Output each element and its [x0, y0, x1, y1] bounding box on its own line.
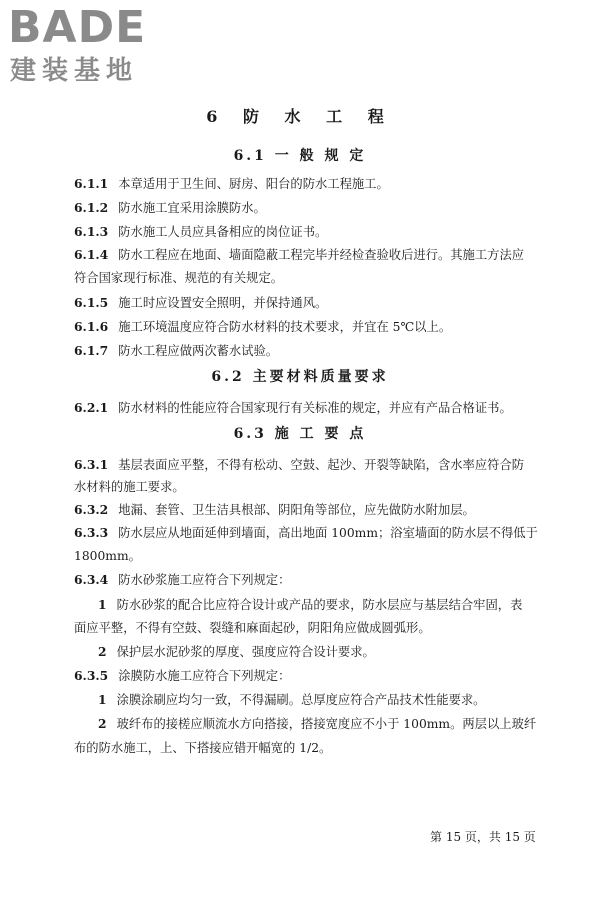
clause-number: 6.1.6 — [74, 319, 109, 334]
clause-6-1-6 — [74, 317, 451, 337]
clause-6-1-3 — [74, 222, 327, 242]
clause-6-1-4 — [74, 245, 524, 265]
clause-text: 涂膜防水施工应符合下列规定： — [118, 669, 291, 683]
clause-6-3-2 — [74, 500, 475, 520]
clause-6-3-4 — [74, 570, 290, 590]
item-number: 2 — [98, 716, 107, 731]
logo — [8, 4, 178, 94]
clause-number: 6.3.3 — [74, 525, 109, 540]
clause-6-1-4-continuation: 符合国家现行标准、规范的有关规定。 — [74, 271, 284, 285]
clause-6-3-3-continuation: 1800mm。 — [74, 549, 141, 563]
clause-6-3-3 — [74, 523, 538, 543]
clause-text: 防水施工宜采用涂膜防水。 — [118, 201, 266, 215]
item-6-3-4-1-continuation: 面应平整，不得有空鼓、裂缝和麻面起砂，阴阳角应做成圆弧形。 — [74, 621, 431, 635]
item-6-3-4-1 — [98, 595, 522, 615]
clause-text: 防水施工人员应具备相应的岗位证书。 — [118, 225, 328, 239]
clause-6-3-1-continuation: 水材料的施工要求。 — [74, 480, 185, 494]
section-heading-6-3: 6.3 施 工 要 点 — [233, 426, 367, 442]
clause-number: 6.1.7 — [74, 343, 109, 358]
clause-6-1-7 — [74, 341, 278, 361]
clause-6-1-2 — [74, 198, 266, 218]
page-footer: 第 15 页，共 15 页 — [430, 830, 536, 844]
clause-text: 本章适用于卫生间、厨房、阳台的防水工程施工。 — [118, 177, 389, 191]
clause-number: 6.2.1 — [74, 400, 109, 415]
clause-number: 6.1.5 — [74, 295, 109, 310]
clause-text: 施工时应设置安全照明，并保持通风。 — [118, 296, 328, 310]
clause-text: 防水砂浆施工应符合下列规定： — [118, 573, 291, 587]
clause-6-1-5 — [74, 293, 327, 313]
clause-number: 6.1.2 — [74, 200, 109, 215]
clause-number: 6.1.3 — [74, 224, 109, 239]
item-text: 玻纤布的接槎应顺流水方向搭接，搭接宽度应不小于 100mm。两层以上玻纤 — [116, 717, 537, 731]
item-6-3-4-2 — [98, 642, 375, 662]
clause-6-2-1 — [74, 398, 512, 418]
clause-6-1-1 — [74, 174, 389, 194]
item-text: 涂膜涂刷应均匀一致，不得漏刷。总厚度应符合产品技术性能要求。 — [116, 693, 486, 707]
clause-text: 基层表面应平整，不得有松动、空鼓、起沙、开裂等缺陷，含水率应符合防 — [118, 458, 525, 472]
clause-text: 施工环境温度应符合防水材料的技术要求，并宜在 5℃以上。 — [118, 320, 452, 334]
clause-number: 6.3.4 — [74, 572, 109, 587]
clause-text: 地漏、套管、卫生洁具根部、阴阳角等部位，应先做防水附加层。 — [118, 503, 475, 517]
chapter-title: 6 防 水 工 程 — [206, 107, 394, 126]
item-text: 防水砂浆的配合比应符合设计或产品的要求，防水层应与基层结合牢固，表 — [116, 598, 523, 612]
clause-number: 6.3.5 — [74, 668, 109, 683]
clause-number: 6.1.1 — [74, 176, 109, 191]
clause-text: 防水工程应在地面、墙面隐蔽工程完毕并经检查验收后进行。其施工方法应 — [118, 248, 525, 262]
clause-text: 防水工程应做两次蓄水试验。 — [118, 344, 279, 358]
clause-6-3-5 — [74, 666, 290, 686]
item-6-3-5-2-continuation: 布的防水施工，上、下搭接应错开幅宽的 1/2。 — [74, 741, 332, 755]
clause-number: 6.3.2 — [74, 502, 109, 517]
item-number: 1 — [98, 692, 107, 707]
item-6-3-5-1 — [98, 690, 485, 710]
logo-wordmark: BADE — [8, 2, 147, 53]
item-6-3-5-2 — [98, 714, 536, 734]
section-heading-6-1: 6.1 一 般 规 定 — [233, 148, 367, 164]
clause-text: 防水材料的性能应符合国家现行有关标准的规定，并应有产品合格证书。 — [118, 401, 512, 415]
item-number: 1 — [98, 597, 107, 612]
clause-number: 6.3.1 — [74, 457, 109, 472]
clause-text: 防水层应从地面延伸到墙面，高出地面 100mm；浴室墙面的防水层不得低于 — [118, 526, 538, 540]
clause-6-3-1 — [74, 455, 524, 475]
item-number: 2 — [98, 644, 107, 659]
section-heading-6-2: 6.2 主要材料质量要求 — [211, 369, 389, 385]
logo-subtitle: 建装基地 — [10, 56, 139, 86]
clause-number: 6.1.4 — [74, 247, 109, 262]
item-text: 保护层水泥砂浆的厚度、强度应符合设计要求。 — [116, 645, 375, 659]
